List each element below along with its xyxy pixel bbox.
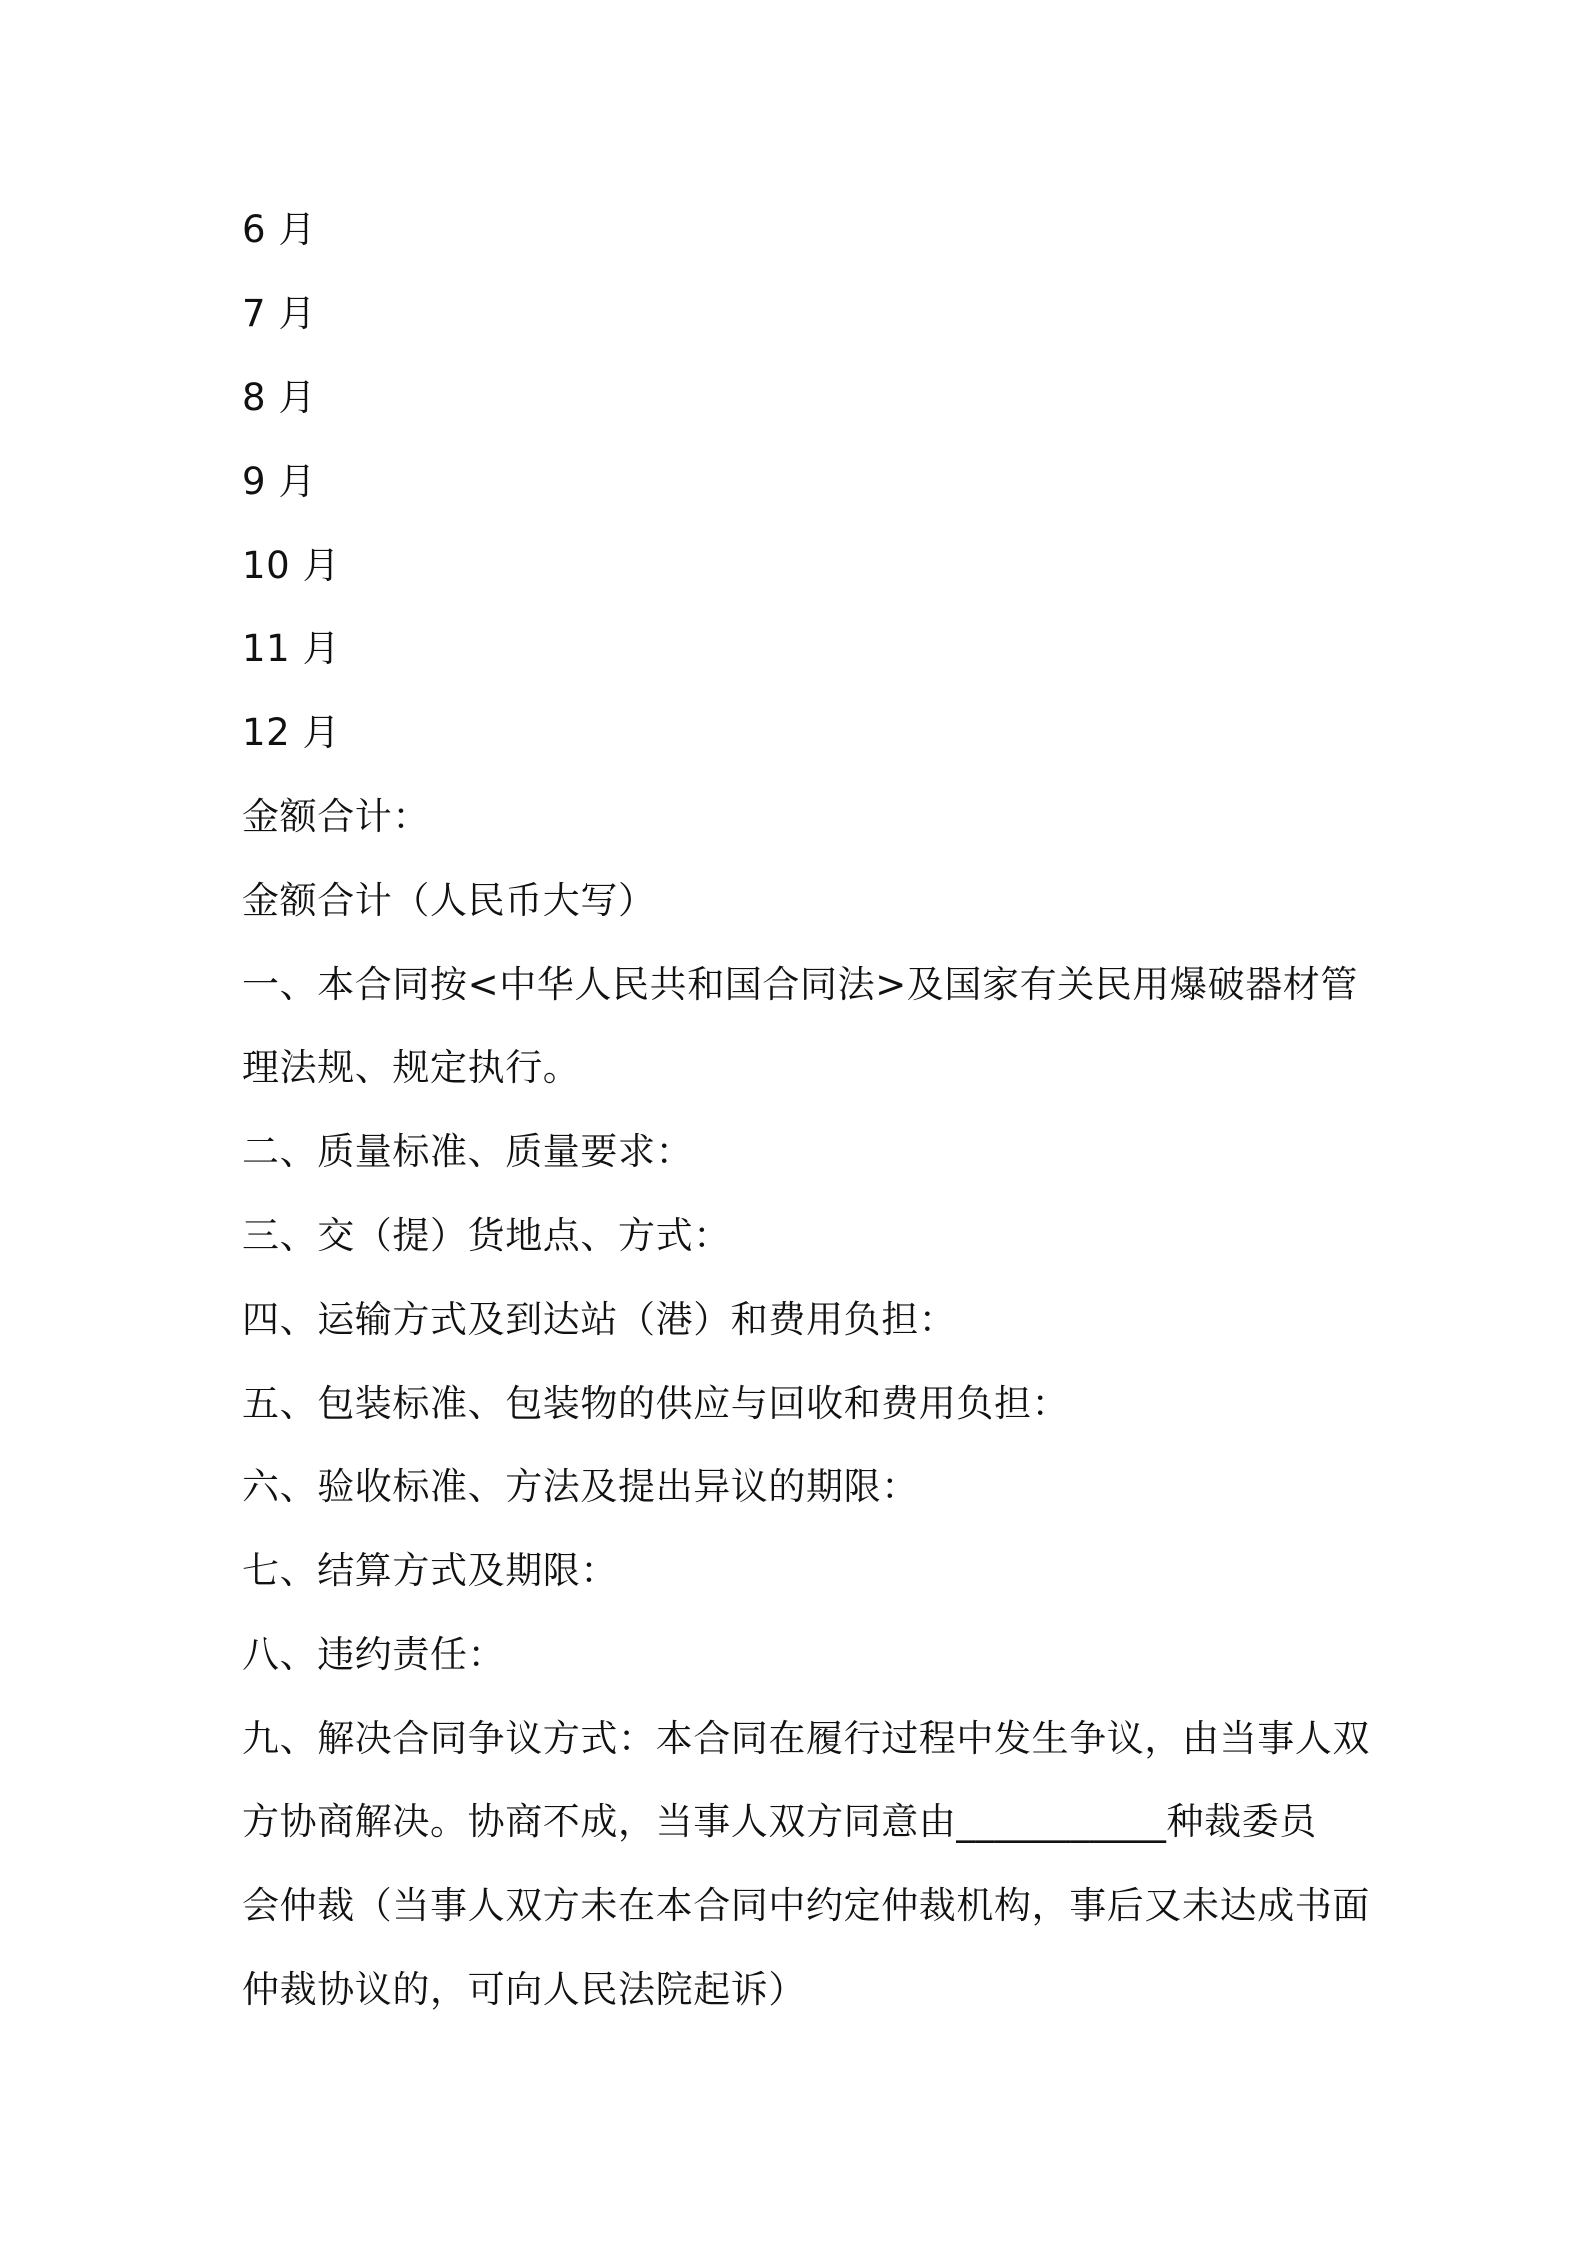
month-september: 9 月	[242, 460, 317, 503]
clause-9-line-2: 方协商解决。协商不成，当事人双方同意由___________种裁委员	[242, 1800, 1317, 1843]
month-november: 11 月	[242, 627, 341, 670]
month-july: 7 月	[242, 292, 317, 335]
clause-1-line-2: 理法规、规定执行。	[242, 1046, 581, 1089]
clause-1-line-1: 一、本合同按<中华人民共和国合同法>及国家有关民用爆破器材管	[242, 963, 1359, 1006]
clause-6: 六、验收标准、方法及提出异议的期限：	[242, 1465, 919, 1508]
clause-9-line-3: 会仲裁（当事人双方未在本合同中约定仲裁机构，事后又未达成书面	[242, 1884, 1370, 1927]
clause-9-line-1: 九、解决合同争议方式：本合同在履行过程中发生争议，由当事人双	[242, 1717, 1370, 1760]
clause-2: 二、质量标准、质量要求：	[242, 1130, 694, 1173]
clause-7: 七、结算方式及期限：	[242, 1549, 618, 1592]
clause-5: 五、包装标准、包装物的供应与回收和费用负担：	[242, 1382, 1070, 1425]
amount-total: 金额合计：	[242, 795, 430, 838]
clause-3: 三、交（提）货地点、方式：	[242, 1214, 731, 1257]
clause-9-line-4: 仲裁协议的，可向人民法院起诉）	[242, 1968, 806, 2011]
month-october: 10 月	[242, 544, 341, 587]
month-august: 8 月	[242, 376, 317, 419]
month-december: 12 月	[242, 711, 341, 754]
clause-8: 八、违约责任：	[242, 1633, 506, 1676]
amount-total-capitalized: 金额合计（人民币大写）	[242, 879, 656, 922]
clause-4: 四、运输方式及到达站（港）和费用负担：	[242, 1298, 957, 1341]
month-june: 6 月	[242, 208, 317, 251]
